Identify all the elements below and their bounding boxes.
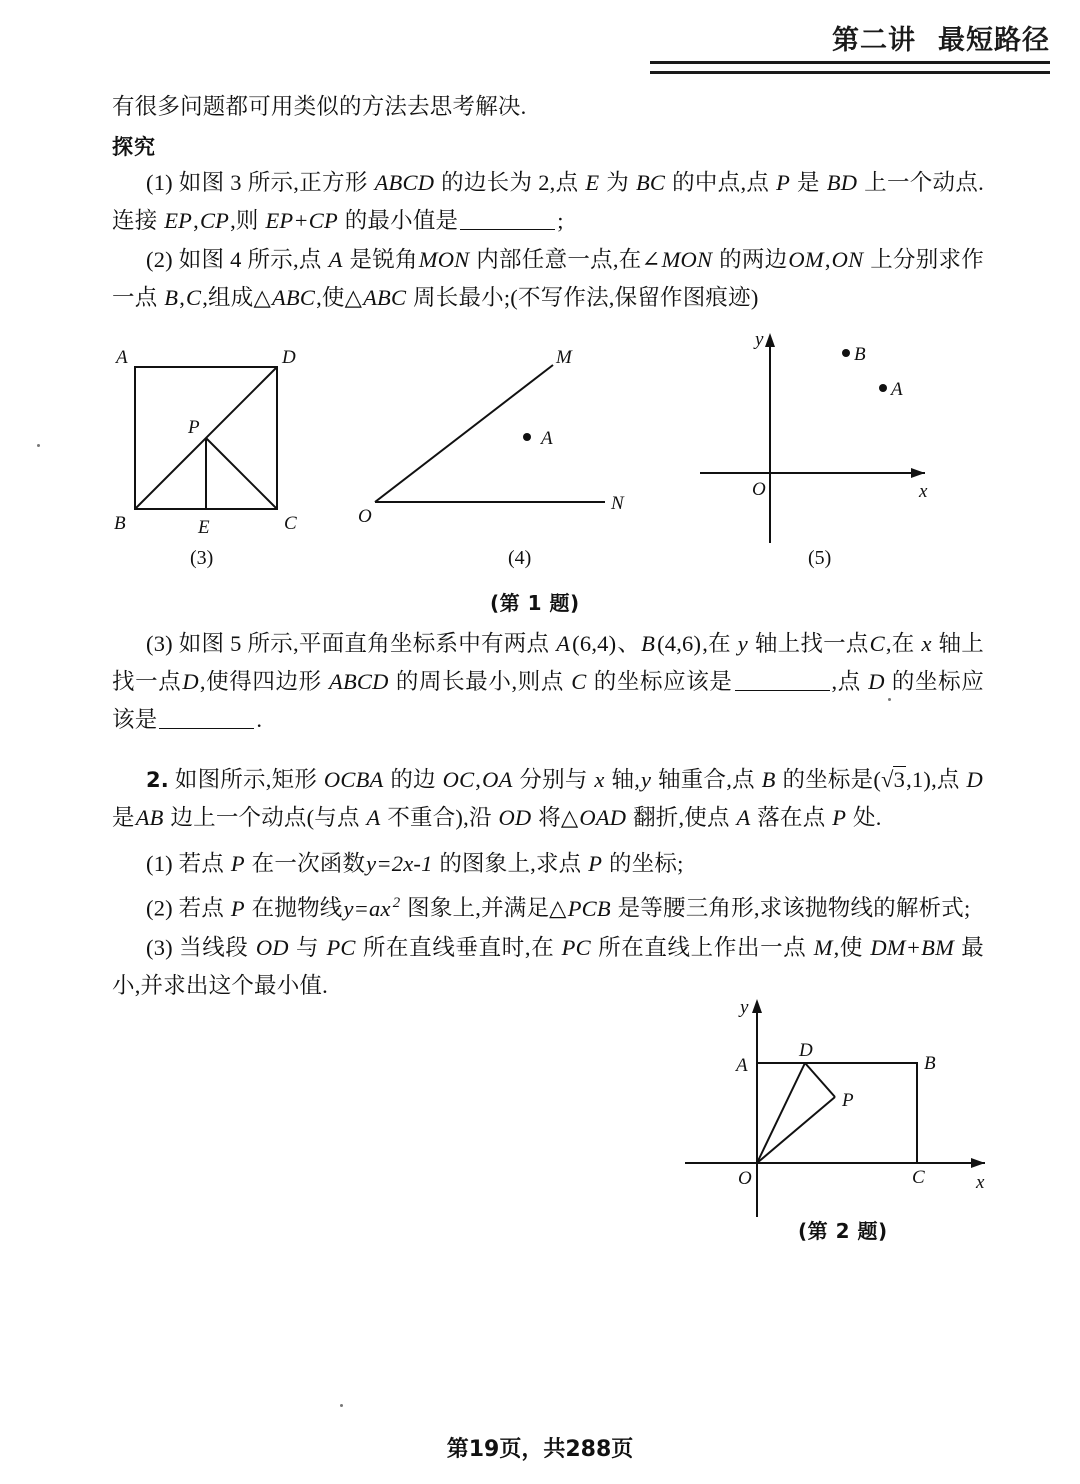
- q1-seg-bd: BD: [826, 170, 858, 195]
- intro-paragraph: 有很多问题都可用类似的方法去思考解决.: [112, 94, 527, 119]
- problem-2-sub-1: [112, 845, 984, 883]
- page-header: [620, 18, 1050, 74]
- q3-coord-a: (6,4): [572, 631, 617, 656]
- p2-point-a: A: [366, 805, 381, 830]
- q2-text-h: ,组成△: [202, 285, 271, 310]
- q3-axis-x: x: [921, 631, 932, 656]
- fig2-seg-dp: [805, 1063, 835, 1097]
- q2-ray-on: ON: [831, 247, 864, 272]
- p2-text-o: 处.: [847, 805, 882, 830]
- q2-text-a: (2) 如图 4 所示,点: [146, 247, 328, 272]
- p2-point-p: P: [832, 805, 847, 830]
- q2-point-a: A: [328, 247, 343, 272]
- fig2-label-b: B: [924, 1053, 936, 1074]
- p2q3-point-m: M: [813, 934, 833, 960]
- q3-text-i: 的坐标应该是: [587, 669, 733, 694]
- problem-2-paragraph: [112, 761, 984, 837]
- p2-text-k: 不重合),沿: [381, 805, 498, 830]
- p2q2-text-c: 图象上,并满足△: [401, 895, 567, 921]
- p2-text-m: 翻折,使点: [627, 805, 736, 830]
- p2-seg-od: OD: [498, 805, 532, 830]
- fig4-point-a-dot: [523, 433, 531, 441]
- p2-text-i: 是: [112, 805, 135, 830]
- document-body-lower: [112, 625, 984, 1006]
- q3-text-b: 、: [617, 631, 641, 656]
- p2-sqrt3-radicand: 3: [893, 767, 906, 792]
- q3-point-b: B: [641, 631, 656, 656]
- figure-5-caption: (5): [808, 547, 832, 569]
- p2q3-text-a: (3) 当线段: [146, 934, 255, 960]
- q3-quad-abcd: ABCD: [329, 669, 389, 694]
- header-rule: [650, 61, 1050, 74]
- fig2-x-arrow: [971, 1158, 985, 1168]
- p2q2-text-a: (2) 若点: [146, 895, 230, 921]
- q3-text-k: 的坐标应该是: [112, 669, 984, 732]
- p2-sqrt3: √3: [881, 767, 906, 792]
- fig2-label-x: x: [976, 1172, 985, 1193]
- q1-text-end: ;: [557, 208, 564, 233]
- p2-rect-ocba: OCBA: [323, 767, 384, 792]
- fig5-label-x: x: [919, 481, 928, 502]
- figure-3-caption: (3): [190, 547, 214, 569]
- q1-seg-bc: BC: [635, 170, 666, 195]
- q3-point-a: A: [556, 631, 571, 656]
- q2-text-i: ,使△: [316, 285, 363, 310]
- fig4-label-m: M: [556, 347, 572, 368]
- p2-text-l: 将△: [532, 805, 579, 830]
- answer-blank-q3-d[interactable]: [159, 728, 254, 729]
- q1-text-a: (1) 如图 3 所示,正方形: [146, 170, 374, 195]
- p2q1-text-a: (1) 若点: [146, 851, 230, 876]
- p2-axis-x: x: [594, 767, 605, 792]
- fig2-seg-op: [757, 1097, 835, 1163]
- q3-text-end: .: [256, 707, 263, 732]
- answer-blank-q1[interactable]: [460, 229, 555, 230]
- p2-text-f: 轴重合,点: [652, 767, 761, 792]
- fig3-label-c: C: [284, 513, 297, 534]
- fig5-point-a-dot: [879, 384, 887, 392]
- q2-point-b: B: [164, 285, 179, 310]
- fig5-label-y: y: [755, 329, 764, 350]
- fig4-label-o: O: [358, 506, 372, 527]
- p2-text-h: ,1),点: [906, 767, 966, 792]
- p2-text-g: 的坐标是(: [776, 767, 882, 792]
- q2-angle-mon: MON: [418, 247, 470, 272]
- figure-2-rectangle-ocba: [680, 985, 1010, 1225]
- fig2-label-p: P: [842, 1090, 854, 1111]
- p2q3-text-f: 最小,并求出这个最小值.: [112, 934, 985, 998]
- figure-problem-2: [680, 985, 1010, 1260]
- scan-speck-1: [37, 444, 40, 447]
- p2q3-seg-pc: PC: [326, 934, 356, 960]
- fig2-label-y: y: [740, 997, 749, 1018]
- fig2-seg-od: [757, 1063, 805, 1163]
- document-body: [112, 88, 984, 318]
- p2-point-b: B: [761, 767, 776, 792]
- q3-axis-y: y: [737, 631, 748, 656]
- q2-text-b: 是锐角: [343, 247, 418, 272]
- p2q2-exponent: 2: [392, 895, 401, 911]
- q1-text-g: ,则: [230, 208, 265, 233]
- problem-2-number: 2.: [146, 768, 169, 792]
- problem-1-figure-caption: (第 1 题): [490, 591, 580, 615]
- q1-point-p: P: [776, 170, 791, 195]
- p2q1-text-b: 在一次函数: [245, 851, 366, 876]
- q1-expr-ep-cp: EP+CP: [265, 208, 338, 233]
- p2-point-d: D: [966, 767, 983, 792]
- q3-text-c: ,在: [702, 631, 737, 656]
- q2-tri-abc: ABC: [271, 285, 316, 310]
- q2-text-c: 内部任意一点,在∠: [470, 247, 661, 272]
- q1-text-d: 的中点,点: [666, 170, 776, 195]
- fig2-label-o: O: [738, 1168, 752, 1189]
- p2-text-d: 分别与: [513, 767, 594, 792]
- q3-point-d-2: D: [868, 669, 885, 694]
- q2-text-g: ,: [179, 285, 186, 310]
- fig5-label-a: A: [891, 379, 903, 400]
- question-3-paragraph: [112, 625, 984, 739]
- figure-3-square-abcd: [110, 345, 310, 540]
- p2q3-text-d: 所在直线上作出一点: [591, 934, 813, 960]
- fig3-label-d: D: [282, 347, 296, 368]
- p2q1-point-p-2: P: [588, 851, 603, 876]
- p2q2-tri-pcb: PCB: [567, 895, 611, 921]
- fig2-label-a: A: [736, 1055, 748, 1076]
- fig3-label-e: E: [198, 517, 210, 538]
- q2-angle-mon-2: MON: [661, 247, 713, 272]
- q3-text-j: ,点: [831, 669, 868, 694]
- scan-speck-2: [888, 698, 891, 701]
- q3-text-e: ,在: [885, 631, 921, 656]
- p2-point-a-2: A: [736, 805, 751, 830]
- fig3-label-b: B: [114, 513, 126, 534]
- q1-comma: ,: [193, 208, 199, 233]
- q3-point-c: C: [869, 631, 885, 656]
- p2q3-text-e: ,使: [833, 934, 870, 960]
- p2q1-linear-function: y=2x-1: [366, 851, 433, 876]
- q1-point-e: E: [585, 170, 600, 195]
- section-heading-tanjiu: 探究: [112, 135, 156, 159]
- p2q3-text-c: 所在直线垂直时,在: [356, 934, 561, 960]
- q1-text-b: 的边长为 2,点: [435, 170, 585, 195]
- p2q3-expr-dm-bm: DM+BM: [870, 934, 955, 960]
- p2-text-a: 如图所示,矩形: [169, 767, 323, 792]
- fig5-label-o: O: [752, 479, 766, 500]
- fig2-y-arrow: [752, 999, 762, 1013]
- figure-4-caption: (4): [508, 547, 532, 569]
- p2-text-n: 落在点: [751, 805, 832, 830]
- lesson-title: 最短路径: [938, 25, 1050, 56]
- p2q1-point-p: P: [230, 851, 245, 876]
- p2-text-c: ,: [475, 767, 482, 792]
- problem-2-figure-caption: (第 2 题): [798, 1219, 888, 1243]
- q3-point-d: D: [182, 669, 199, 694]
- q1-seg-ep: EP: [164, 208, 193, 233]
- y-axis-arrow: [765, 333, 775, 347]
- q2-ray-om: OM: [788, 247, 824, 272]
- figure-row-problem-1: [0, 325, 1080, 615]
- x-axis-arrow: [911, 468, 925, 478]
- fig5-label-b: B: [854, 344, 866, 365]
- q1-text-c: 为: [600, 170, 635, 195]
- page-footer: 第19页，共288页: [446, 1437, 634, 1462]
- q3-text-h: 的周长最小,则点: [389, 669, 571, 694]
- p2-text-b: 的边: [384, 767, 442, 792]
- figure-4-angle-mon: [355, 347, 645, 542]
- q3-text-f: 轴上找一点: [112, 631, 984, 694]
- p2-axis-y: y: [641, 767, 652, 792]
- page-title: [832, 18, 1050, 57]
- q3-text-d: 轴上找一点: [748, 631, 869, 656]
- p2q3-text-b: 与: [289, 934, 326, 960]
- p2q3-seg-pc-2: PC: [561, 934, 591, 960]
- fig4-label-a: A: [541, 428, 553, 449]
- p2q1-text-c: 的图象上,求点: [433, 851, 588, 876]
- q2-point-c: C: [186, 285, 202, 310]
- p2q2-text-d: 是等腰三角形,求该抛物线的解析式;: [611, 895, 971, 921]
- p2-tri-oad: OAD: [579, 805, 627, 830]
- question-2-paragraph: [112, 241, 984, 317]
- q2-text-e: ,: [824, 247, 831, 272]
- p2-text-e: 轴,: [605, 767, 641, 792]
- p2-text-j: 边上一个动点(与点: [164, 805, 366, 830]
- fig2-label-c: C: [912, 1167, 925, 1188]
- q1-text-f: 上一个动点. 连接: [112, 170, 984, 233]
- p2q3-seg-od: OD: [255, 934, 289, 960]
- q3-point-c-2: C: [571, 669, 587, 694]
- p2-seg-oa: OA: [482, 767, 513, 792]
- p2q2-point-p: P: [230, 895, 245, 921]
- problem-2-sub-2: [112, 884, 984, 928]
- q3-text-a: (3) 如图 5 所示,平面直角坐标系中有两点: [146, 631, 556, 656]
- segment-pc: [206, 438, 277, 509]
- q1-seg-cp: CP: [199, 208, 230, 233]
- answer-blank-q3-c[interactable]: [735, 690, 830, 691]
- question-1-paragraph: [112, 164, 984, 240]
- q2-text-j: 周长最小;(不写作法,保留作图痕迹): [407, 285, 759, 310]
- p2-seg-ab: AB: [135, 805, 164, 830]
- p2q2-text-b: 在抛物线: [245, 895, 343, 921]
- fig4-label-n: N: [611, 493, 624, 514]
- q2-text-f: 上分别求作一点: [112, 247, 984, 310]
- fig3-label-a: A: [116, 347, 128, 368]
- fig5-point-b-dot: [842, 349, 850, 357]
- p2q2-parabola: y=ax: [343, 895, 391, 921]
- lesson-number: 第二讲: [832, 25, 916, 56]
- q3-coord-b: (4,6): [657, 631, 702, 656]
- figure-5-coordinate-plane: [695, 325, 945, 550]
- q1-abcd: ABCD: [374, 170, 435, 195]
- q1-text-h: 的最小值是: [338, 208, 459, 233]
- fig3-label-p: P: [188, 417, 200, 438]
- p2q1-text-d: 的坐标;: [603, 851, 684, 876]
- q3-text-g: ,使得四边形: [199, 669, 329, 694]
- scan-speck-3: [340, 1404, 343, 1407]
- q1-text-e: 是: [791, 170, 826, 195]
- q2-tri-abc-2: ABC: [363, 285, 407, 310]
- fig2-label-d: D: [799, 1040, 813, 1061]
- p2-seg-oc: OC: [442, 767, 475, 792]
- q2-text-d: 的两边: [713, 247, 788, 272]
